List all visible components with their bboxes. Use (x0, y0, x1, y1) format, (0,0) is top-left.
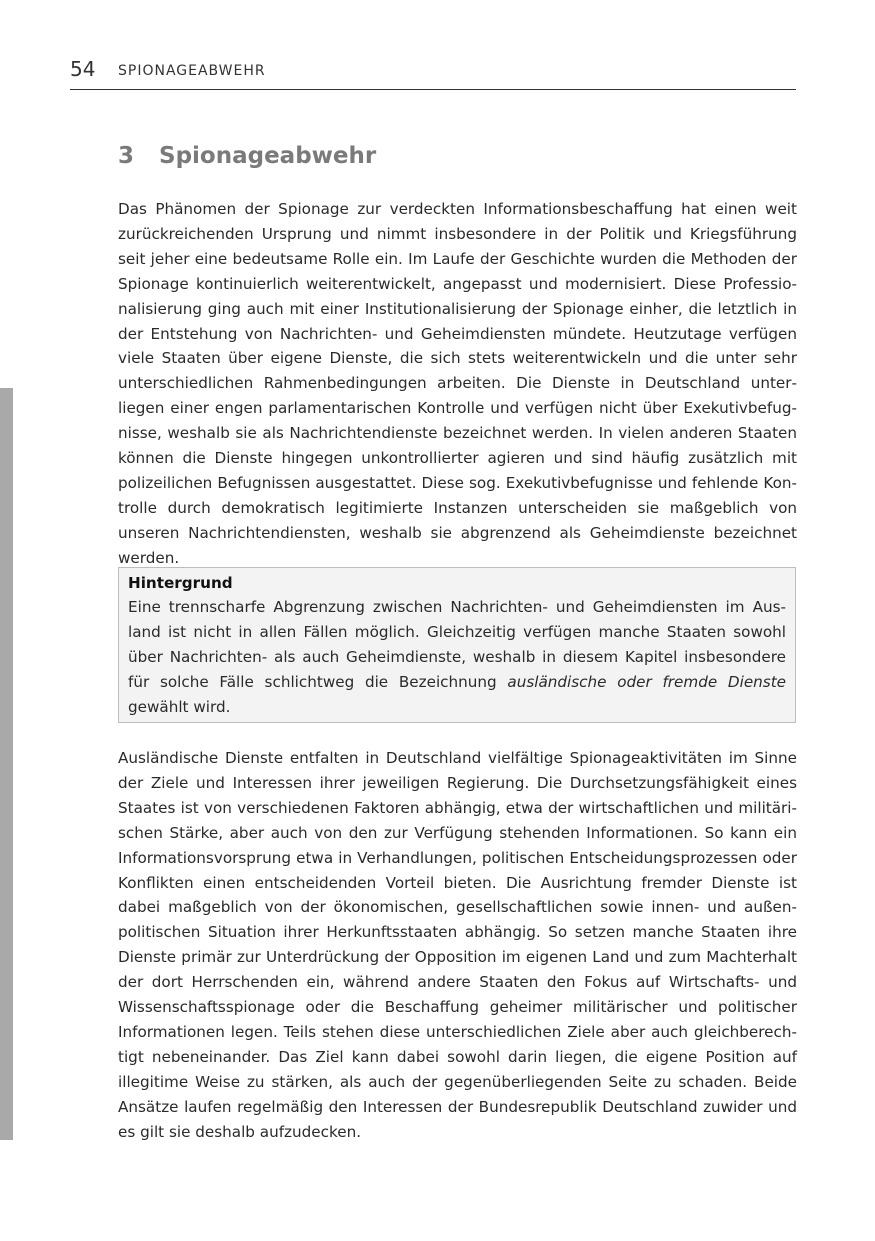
body-paragraph-2: Ausländische Dienste entfalten in Deutschland vielfältige Spionageaktivitäten im Sinne der Ziele und Interessen ihrer jeweiligen Regierung. Die Durchsetzungsfähigkeit eines Staates ist von verschiedenen Faktoren abhängig, etwa der wirtschaftlichen und militärischen Stärke, aber auch von den zur Verfügung stehenden Informationen. So kann ein Informationsvorsprung etwa in Verhandlungen, politischen Entscheidungsprozessen oder Konflikten einen entscheidenden Vorteil bieten. Die Ausrichtung fremder Dienste ist dabei maßgeblich von der ökonomischen, gesellschaftlichen sowie innen- und außenpolitischen Situation ihrer Herkunftsstaaten abhängig. So setzen manche Staaten ihre Dienste primär zur Unterdrückung der Opposition im eigenen Land und zum Machterhalt der dort Herrschenden ein, während andere Staaten den Fokus auf Wirtschafts- und Wissenschaftsspionage oder die Beschaffung geheimer militärischer und politischer Informationen legen. Teils stehen diese unterschiedlichen Ziele aber auch gleichberechtigt nebeneinander. Das Ziel kann dabei sowohl darin liegen, die eigene Position auf illegitime Weise zu stärken, als auch der gegenüberliegenden Seite zu schaden. Beide Ansätze laufen regelmäßig den Interessen der Bundesrepublik Deutschland zuwider und es gilt sie deshalb aufzudecken. (118, 749, 797, 1141)
box-text-part-2: gewählt wird. (128, 698, 231, 716)
background-box (118, 567, 796, 723)
box-text-emphasis: ausländische oder fremde Dienste (507, 673, 786, 691)
box-text-part-1: Eine trennscharfe Abgrenzung zwischen Nachrichten- und Geheimdiensten im Ausland ist nicht in allen Fällen möglich. Gleichzeitig verfügen manche Staaten sowohl über Nachrichten- als auch Geheimdienste, weshalb in diesem Kapitel insbesondere für solche Fälle schlichtweg die Bezeichnung (128, 598, 786, 691)
page-number: 54 (70, 57, 96, 81)
box-text (128, 595, 786, 720)
chapter-number: 3 (118, 143, 135, 169)
margin-bar (0, 388, 13, 1140)
page-header (70, 56, 796, 90)
body-paragraph-1: Das Phänomen der Spionage zur verdeckten Informationsbeschaffung hat einen weit zurückreichenden Ursprung und nimmt insbesondere in der Politik und Kriegsführung seit jeher eine bedeutsame Rolle ein. Im Laufe der Geschichte wurden die Methoden der Spionage kontinuierlich weiterentwickelt, angepasst und modernisiert. Diese Professionalisierung ging auch mit einer Institutionalisierung der Spionage einher, die letztlich in der Entstehung von Nachrichten- und Geheimdiensten mündete. Heutzutage verfügen viele Staaten über eigene Dienste, die sich stets weiterentwickeln und die unter sehr unterschiedlichen Rahmenbedingungen arbeiten. Die Dienste in Deutschland unterliegen einer engen parlamentarischen Kontrolle und verfügen nicht über Exekutivbefugnisse, weshalb sie als Nachrichtendienste bezeichnet werden. In vielen anderen Staaten können die Dienste hingegen unkontrollierter agieren und sind häufig zusätzlich mit polizeilichen Befugnissen ausgestattet. Diese sog. Exekutivbefugnisse und fehlende Kontrolle durch demokratisch legitimierte Instanzen unterscheiden sie maßgeblich von unseren Nachrichtendiensten, weshalb sie abgrenzend als Geheimdienste bezeichnet werden. (118, 200, 797, 567)
running-title: SPIONAGEABWEHR (118, 63, 266, 79)
chapter-title: Spionageabwehr (159, 143, 377, 169)
box-title: Hintergrund (128, 574, 233, 592)
chapter-heading (118, 140, 376, 172)
